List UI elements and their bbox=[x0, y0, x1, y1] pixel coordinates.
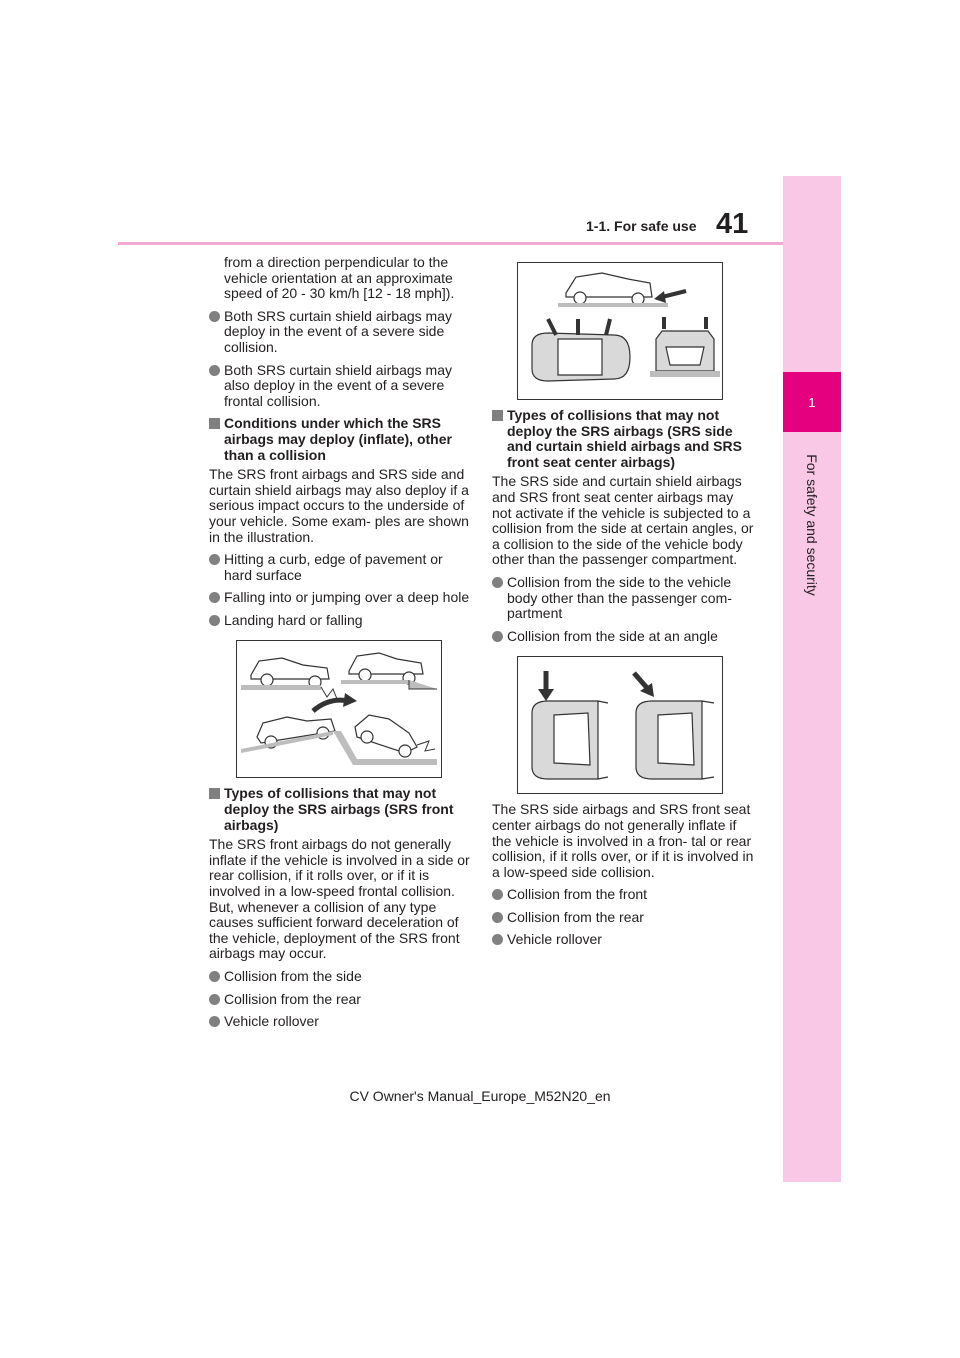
bullet-icon bbox=[492, 934, 503, 945]
footer-text: CV Owner's Manual_Europe_M52N20_en bbox=[349, 1088, 611, 1104]
square-bullet-icon bbox=[492, 410, 503, 421]
side-collision-drawing bbox=[518, 263, 722, 399]
list-item: Vehicle rollover bbox=[492, 932, 754, 948]
angle-collision-illustration bbox=[517, 656, 723, 794]
list-item: Collision from the front bbox=[492, 887, 754, 903]
list-item: Collision from the side to the vehicle body other than the passenger com- partment bbox=[492, 575, 754, 622]
subsection-heading: Conditions under which the SRS airbags may deploy (inflate), other than a collision bbox=[209, 416, 471, 463]
left-column bbox=[209, 255, 471, 1037]
chapter-side-tab bbox=[783, 176, 841, 1182]
list-item: Collision from the side bbox=[209, 969, 471, 985]
underside-impact-drawing bbox=[237, 641, 441, 777]
list-item: Falling into or jumping over a deep hole bbox=[209, 590, 471, 606]
side-collision-illustration bbox=[517, 262, 723, 400]
angle-collision-drawing bbox=[518, 657, 722, 793]
bullet-icon bbox=[209, 1016, 220, 1027]
list-item: Collision from the rear bbox=[492, 910, 754, 926]
square-bullet-icon bbox=[209, 788, 220, 799]
list-item: Vehicle rollover bbox=[209, 1014, 471, 1030]
bullet-icon bbox=[492, 577, 503, 588]
paragraph: The SRS front airbags do not generally inflate if the vehicle is involved in a side or rear collision, if it rolls over, or if it is involved in a low-speed frontal collision. But, whenever a collision of any type causes sufficient forward deceleration of the vehicle, deployment of the SRS front airbags may occur. bbox=[209, 836, 470, 962]
list-item: Hitting a curb, edge of pavement or hard surface bbox=[209, 552, 471, 583]
bullet-icon bbox=[209, 971, 220, 982]
paragraph: The SRS side airbags and SRS front seat center airbags do not generally inflate if the vehicle is involved in a fron- tal or rear collision, if it rolls over, or if it is involved in a low-speed side collision. bbox=[492, 801, 754, 880]
list-item: Collision from the side at an angle bbox=[492, 629, 754, 645]
continued-text: from a direction perpendicular to the vehicle orientation at an approximate speed of 20 - 30 km/h [12 - 18 mph]). bbox=[224, 254, 455, 302]
list-item: Both SRS curtain shield airbags may deploy in the event of a severe side collision. bbox=[209, 309, 471, 356]
bullet-icon bbox=[209, 615, 220, 626]
bullet-icon bbox=[209, 554, 220, 565]
bullet-icon bbox=[209, 311, 220, 322]
bullet-icon bbox=[209, 365, 220, 376]
bullet-icon bbox=[492, 631, 503, 642]
underside-impact-illustration bbox=[236, 640, 442, 778]
bullet-icon bbox=[209, 994, 220, 1005]
list-item: Collision from the rear bbox=[209, 992, 471, 1008]
page-number: 41 bbox=[716, 208, 749, 240]
right-column bbox=[492, 262, 754, 955]
bullet-icon bbox=[209, 592, 220, 603]
paragraph: The SRS side and curtain shield airbags and SRS front seat center airbags may not activate if the vehicle is subjected to a collision from the side at certain angles, or a collision to the side of the vehicle body other than the passenger compartment. bbox=[492, 473, 754, 568]
paragraph: The SRS front airbags and SRS side and curtain shield airbags may also deploy if a serious impact occurs to the underside of your vehicle. Some exam- ples are shown in the illustration. bbox=[209, 466, 469, 545]
subsection-heading: Types of collisions that may not deploy the SRS airbags (SRS side and curtain shield airbags and SRS front seat center airbags) bbox=[492, 408, 754, 470]
list-item: Both SRS curtain shield airbags may also deploy in the event of a severe frontal collision. bbox=[209, 363, 471, 410]
section-title: 1-1. For safe use bbox=[586, 218, 697, 234]
bullet-icon bbox=[492, 912, 503, 923]
list-item: Landing hard or falling bbox=[209, 613, 471, 629]
bullet-icon bbox=[492, 889, 503, 900]
square-bullet-icon bbox=[209, 418, 220, 429]
chapter-number: 1 bbox=[783, 372, 841, 432]
header-rule bbox=[118, 242, 783, 245]
chapter-label: For safety and security bbox=[804, 454, 820, 596]
subsection-heading: Types of collisions that may not deploy the SRS airbags (SRS front airbags) bbox=[209, 786, 471, 833]
